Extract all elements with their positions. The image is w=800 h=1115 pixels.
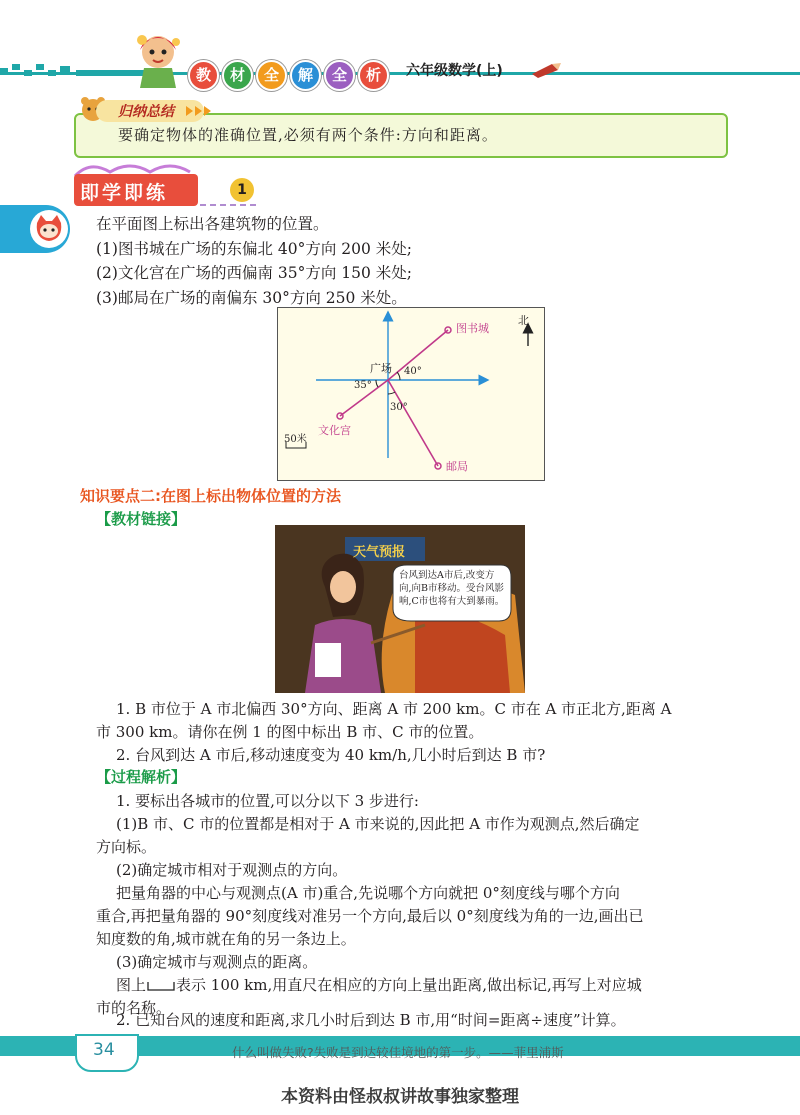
center-label: 广场	[370, 362, 392, 375]
speech-bubble-text: 台风到达A市后,改变方向,向B市移动。受台风影响,C市也将有大到暴雨。	[399, 570, 505, 607]
pencil-icon	[530, 60, 562, 80]
question-1-line2: 市 300 km。请你在例 1 的图中标出 B 市、C 市的位置。	[96, 723, 484, 741]
practice-line: (3)邮局在广场的南偏东 30°方向 250 米处。	[96, 289, 407, 307]
arrows-icon	[186, 104, 216, 118]
footer-quote: 什么叫做失败?失败是到达较佳境地的第一步。——菲里浦斯	[232, 1045, 564, 1060]
cat-mascot-icon	[33, 213, 65, 245]
angle-35-label: 35°	[354, 380, 372, 391]
practice-line: 在平面图上标出各建筑物的位置。	[96, 215, 329, 233]
angle-arc-40	[397, 372, 400, 380]
angle-arc-35	[376, 380, 378, 387]
angle-30-label: 30°	[390, 402, 408, 413]
title-char: 材	[222, 60, 253, 91]
girl-mascot-icon	[128, 28, 188, 90]
practice-dash	[200, 204, 256, 206]
title-char: 析	[358, 60, 389, 91]
header-title	[188, 60, 389, 91]
angle-arc-30	[388, 392, 395, 394]
practice-number: 1	[230, 178, 254, 202]
library-label: 图书城	[456, 322, 489, 335]
weather-illustration	[275, 525, 525, 693]
step-3: (3)确定城市与观测点的距离。	[116, 953, 318, 971]
section-heading: 知识要点二:在图上标出物体位置的方法	[80, 487, 342, 505]
weather-sign: 天气预报	[353, 545, 406, 560]
title-char: 全	[324, 60, 355, 91]
page-number: 34	[93, 1040, 115, 1060]
map-figure	[278, 308, 544, 480]
step-1-line2: 方向标。	[96, 838, 157, 856]
step-3-detail-line2: 市的名称。	[96, 999, 172, 1017]
step-2-detail-line1: 把量角器的中心与观测点(A 市)重合,先说哪个方向就把 0°刻度线与哪个方向	[116, 884, 620, 902]
practice-line: (2)文化宫在广场的西偏南 35°方向 150 米处;	[96, 264, 413, 282]
header-rule	[0, 72, 800, 75]
ray-post	[388, 380, 438, 466]
scale-label: 50米	[284, 434, 307, 445]
step-2-detail-line3: 知度数的角,城市就在角的另一条边上。	[96, 930, 356, 948]
answer-1: 1. 要标出各城市的位置,可以分以下 3 步进行:	[116, 792, 419, 810]
north-label: 北	[518, 314, 529, 327]
scale-bar-icon	[146, 980, 176, 992]
position-map	[277, 307, 545, 481]
angle-40-label: 40°	[404, 366, 422, 377]
post-label: 邮局	[446, 460, 468, 473]
analysis-label: 【过程解析】	[96, 768, 187, 786]
step-2: (2)确定城市相对于观测点的方向。	[116, 861, 348, 879]
culture-label: 文化宫	[318, 424, 351, 437]
answer-2: 2. 已知台风的速度和距离,求几小时后到达 B 市,用“时间=距离÷速度”计算。	[116, 1011, 626, 1029]
footer-credit: 本资料由怪叔叔讲故事独家整理	[281, 1087, 519, 1107]
step-1-line1: (1)B 市、C 市的位置都是相对于 A 市来说的,因此把 A 市作为观测点,然后确定	[116, 815, 640, 833]
grade-label: 六年级数学(上)	[406, 63, 503, 79]
step-3-pre: 图上	[116, 976, 147, 994]
question-1-line1: 1. B 市位于 A 市北偏西 30°方向、距离 A 市 200 km。C 市在 A 市正北方,距离 A	[116, 700, 672, 718]
practice-line: (1)图书城在广场的东偏北 40°方向 200 米处;	[96, 240, 413, 258]
textbook-link-label: 【教材链接】	[96, 510, 187, 528]
step-3-detail-line1	[116, 973, 642, 997]
summary-tag: 归纳总结	[118, 104, 174, 120]
step-2-detail-line2: 重合,再把量角器的 90°刻度线对准另一个方向,最后以 0°刻度线为角的一边,画出已	[96, 907, 644, 925]
title-char: 解	[290, 60, 321, 91]
practice-title: 即学即练	[80, 182, 169, 204]
title-char: 教	[188, 60, 219, 91]
title-char: 全	[256, 60, 287, 91]
question-2: 2. 台风到达 A 市后,移动速度变为 40 km/h,几小时后到达 B 市?	[116, 746, 546, 764]
step-3-post: 表示 100 km,用直尺在相应的方向上量出距离,做出标记,再写上对应城	[176, 976, 642, 994]
summary-text: 要确定物体的准确位置,必须有两个条件:方向和距离。	[118, 126, 498, 144]
